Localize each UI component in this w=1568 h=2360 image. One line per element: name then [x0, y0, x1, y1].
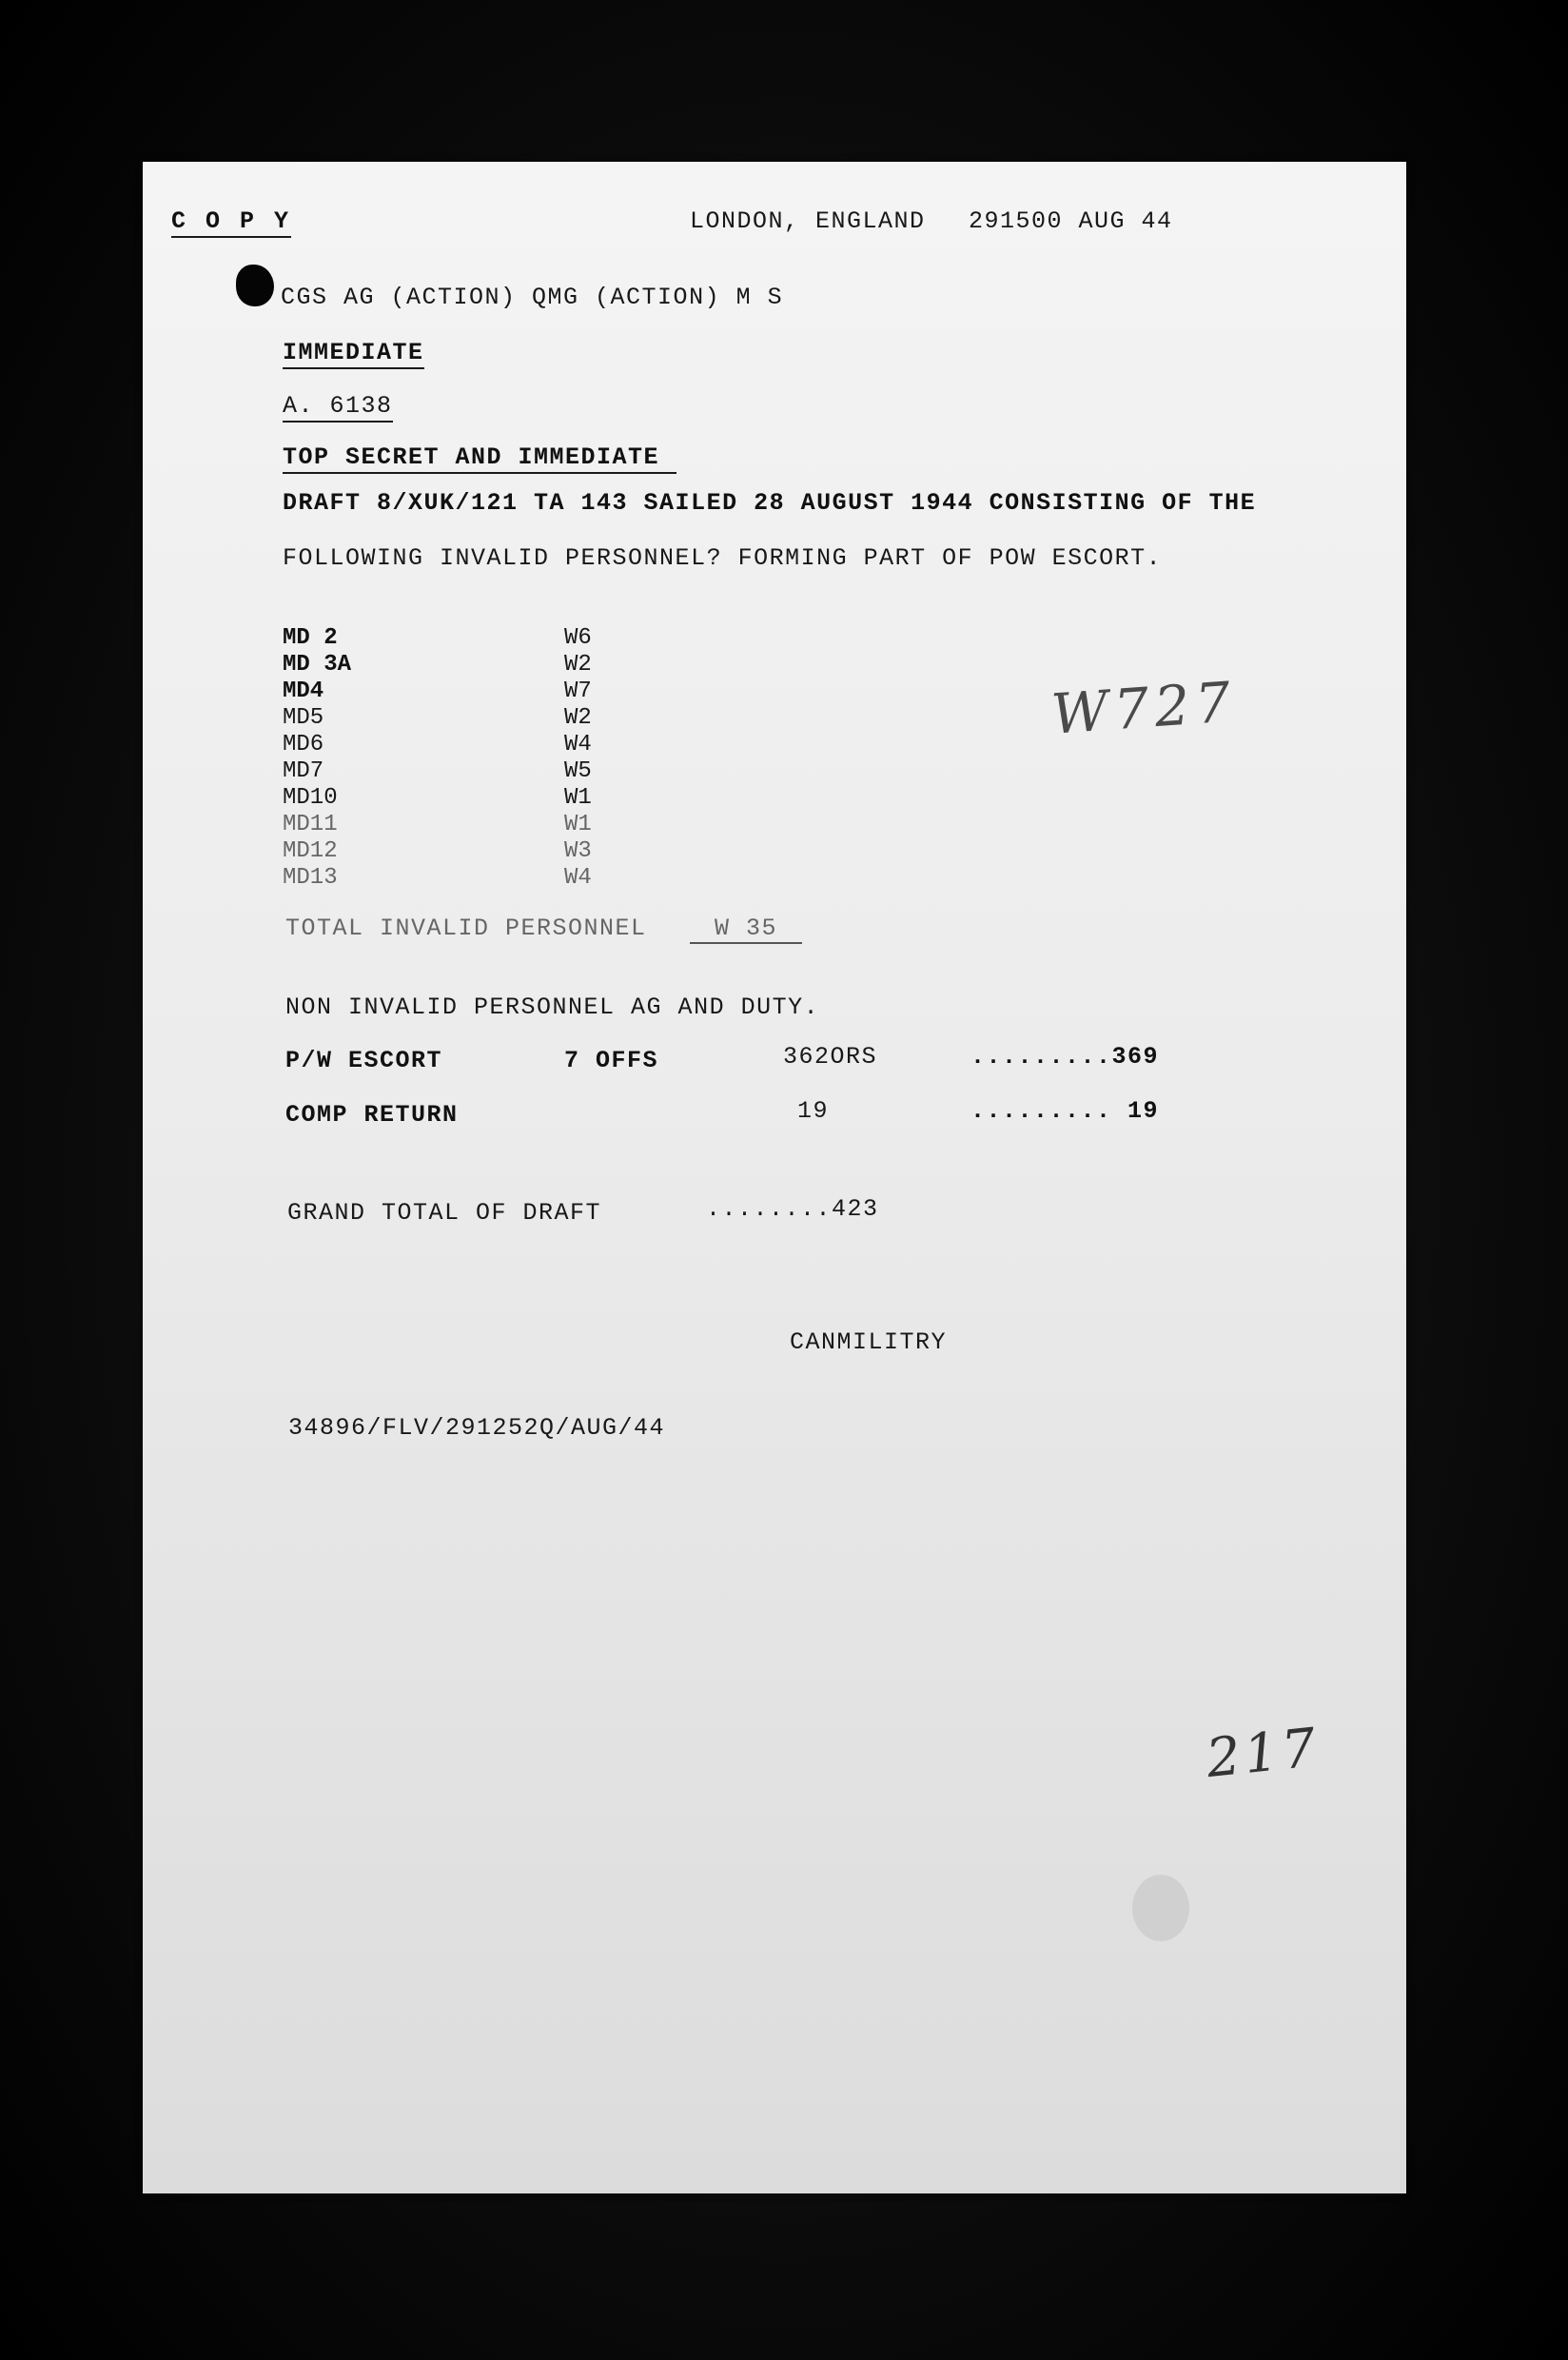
addressees: CGS AG (ACTION) QMG (ACTION) M S [281, 284, 784, 311]
md-count: W2 [564, 705, 592, 731]
paper-stain [1132, 1875, 1189, 1941]
md-count: W3 [564, 838, 592, 864]
md-row [283, 812, 663, 838]
ink-blot [236, 265, 274, 306]
pw-escort-offs: 7 OFFS [564, 1047, 659, 1074]
md-row [283, 678, 663, 705]
location: LONDON, ENGLAND [690, 207, 926, 235]
precedence: IMMEDIATE [283, 341, 424, 369]
md-count: W5 [564, 758, 592, 784]
md-code: MD5 [283, 705, 324, 731]
handwritten-margin-note: W727 [1049, 669, 1239, 747]
comp-return-label: COMP RETURN [285, 1101, 459, 1129]
copy-mark: C O P Y [171, 209, 291, 238]
handwritten-page-number: 217 [1203, 1716, 1323, 1791]
originator: CANMILITRY [790, 1328, 948, 1356]
md-code: MD13 [283, 865, 338, 891]
pw-escort-total: .........369 [970, 1043, 1160, 1071]
non-invalid-heading: NON INVALID PERSONNEL AG AND DUTY. [285, 993, 820, 1021]
md-code: MD7 [283, 758, 324, 784]
md-code: MD 2 [283, 625, 338, 651]
md-count: W6 [564, 625, 592, 651]
md-row [283, 758, 663, 785]
md-count: W1 [564, 785, 592, 811]
md-row [283, 732, 663, 758]
total-invalid-label: TOTAL INVALID PERSONNEL [285, 914, 647, 942]
grand-total-value: ........423 [706, 1195, 879, 1223]
md-count: W1 [564, 812, 592, 837]
comp-return-ors: 19 [797, 1097, 830, 1125]
reference-number: A. 6138 [283, 394, 393, 423]
md-code: MD4 [283, 678, 324, 704]
md-count: W7 [564, 678, 592, 704]
body-line-1: DRAFT 8/XUK/121 TA 143 SAILED 28 AUGUST 1944 CONSISTING OF THE [283, 489, 1257, 517]
md-code: MD11 [283, 812, 338, 837]
pw-escort-label: P/W ESCORT [285, 1047, 443, 1074]
total-invalid-number: W 35 [690, 916, 802, 944]
md-row [283, 865, 663, 892]
document-page [143, 162, 1406, 2193]
md-code: MD 3A [283, 652, 352, 678]
classification: TOP SECRET AND IMMEDIATE [283, 445, 676, 474]
date-time-group: 291500 AUG 44 [969, 207, 1173, 235]
md-count: W4 [564, 732, 592, 757]
grand-total-label: GRAND TOTAL OF DRAFT [287, 1199, 602, 1227]
md-count: W4 [564, 865, 592, 891]
pw-escort-ors: 362ORS [783, 1043, 878, 1071]
body-line-2: FOLLOWING INVALID PERSONNEL? FORMING PART OF POW ESCORT. [283, 544, 1163, 572]
md-code: MD6 [283, 732, 324, 757]
message-serial: 34896/FLV/291252Q/AUG/44 [288, 1414, 666, 1442]
total-invalid-value [690, 916, 802, 944]
md-row [283, 838, 663, 865]
md-row [283, 652, 663, 678]
md-count: W2 [564, 652, 592, 678]
comp-return-total: ......... 19 [970, 1097, 1160, 1125]
md-row [283, 785, 663, 812]
md-row [283, 625, 663, 652]
md-code: MD12 [283, 838, 338, 864]
md-code: MD10 [283, 785, 338, 811]
md-row [283, 705, 663, 732]
